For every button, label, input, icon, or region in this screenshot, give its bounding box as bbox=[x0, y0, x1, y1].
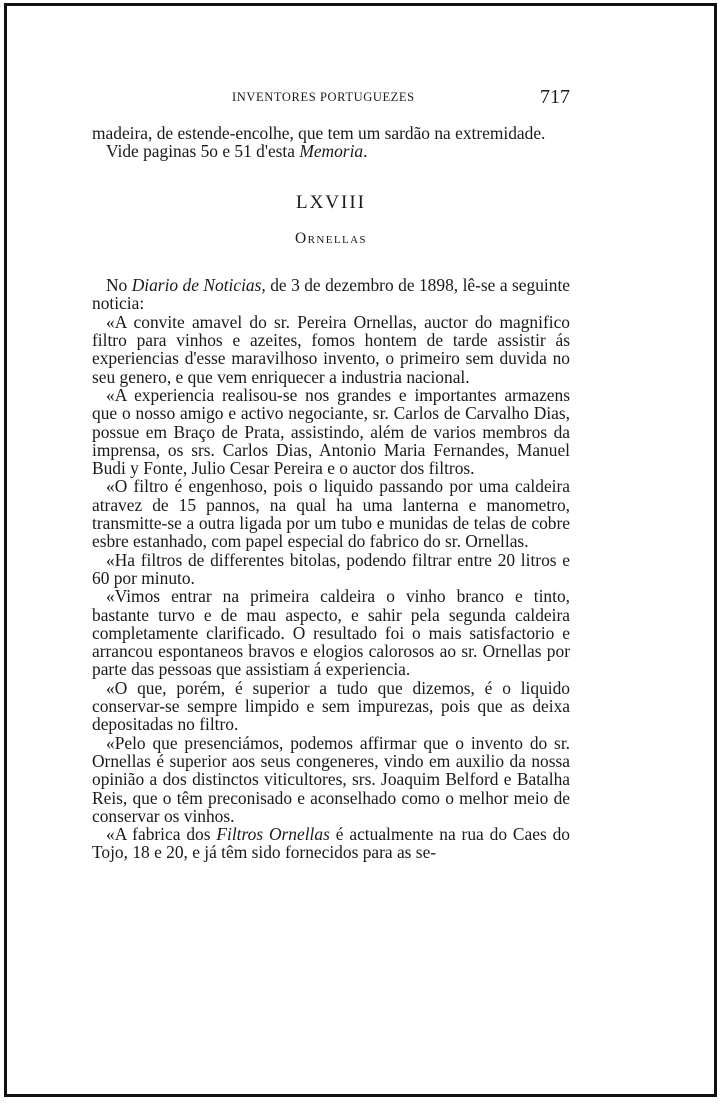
product-name: Filtros Ornellas bbox=[216, 824, 330, 845]
page-number: 717 bbox=[540, 86, 570, 108]
paragraph-reference-title: Memoria bbox=[299, 141, 364, 162]
running-head bbox=[92, 86, 570, 112]
paragraph-opening bbox=[92, 276, 570, 313]
body-text bbox=[92, 124, 570, 862]
paragraph-quote-7: «Pelo que presenciámos, podemos affirmar que o invento do sr. Ornellas é superior aos seus congeneres, vindo em auxilio da nossa opinião a dos distinctos viticultores, srs. Joaquim Belford e Batalha Reis, que o têm preconisado e aconselhado como o melhor meio de conservar os vinhos. bbox=[92, 732, 570, 826]
paragraph-continuation: madeira, de estende-encolhe, que tem um sardão na extremidade. bbox=[92, 123, 546, 143]
paragraph-quote-2: «A experiencia realisou-se nos grandes e importantes armazens que o nosso amigo e activo negociante, sr. Carlos de Carvalho Dias, possue em Braço de Prata, assistindo, além de varios membros da imprensa, os srs. Carlos Dias, Antonio Maria Fernandes, Manuel Budi y Fonte, Julio Cesar Pereira e o auctor dos filtros. bbox=[92, 384, 570, 479]
paragraph-quote-8-rest: é actualmente na rua do Caes do Tojo, 18 e 20, e já têm sido fornecidos para as se- bbox=[92, 824, 571, 863]
running-head-title: INVENTORES PORTUGUEZES bbox=[232, 90, 415, 104]
paragraph-reference bbox=[92, 142, 570, 160]
paragraph-reference-end: . bbox=[363, 141, 368, 162]
paragraph-quote-1: «A convite amavel do sr. Pereira Ornellas, auctor do magnifico filtro para vinhos e azeites, fomos hontem de tarde assistir ás experiencias d'esse maravilhoso invento, o primeiro sem duvida no seu genero, e que vem enriquecer a industria nacional. bbox=[92, 311, 570, 387]
paragraph-quote-6: «O que, porém, é superior a tudo que dizemos, é o liquido conservar-se sempre limpido e sem impurezas, pois que as deixa depositadas no filtro. bbox=[92, 677, 570, 735]
paragraph-quote-8 bbox=[92, 825, 570, 862]
paragraph-quote-5: «Vimos entrar na primeira caldeira o vinho branco e tinto, bastante turvo e de mau aspecto, e sahir pela segunda caldeira completamente clarificado. O resultado foi o mais satisfactorio e arrancou espontaneos bravos e elogios calorosos ao sr. Ornellas por parte das pessoas que assistiam á experiencia. bbox=[92, 586, 570, 680]
newspaper-title: Diario de Noticias, bbox=[131, 275, 266, 296]
paragraph-opening-start: No bbox=[106, 275, 132, 296]
chapter-title: Ornellas bbox=[295, 229, 367, 247]
paragraph-opening-rest: de 3 de dezembro de 1898, lê-se a seguinte noticia: bbox=[92, 275, 570, 314]
paragraph-quote-4: «Ha filtros de differentes bitolas, podendo filtrar entre 20 litros e 60 por minuto. bbox=[92, 549, 570, 588]
chapter-number: LXVIII bbox=[295, 191, 367, 213]
paragraph-quote-3: «O filtro é engenhoso, pois o liquido passando por uma caldeira atravez de 15 pannos, na qual ha uma lanterna e manometro, transmitte-se a outra ligada por um tubo e munidas de telas de cobre esbre estanhado, com papel especial do fabrico do sr. Ornellas. bbox=[92, 476, 570, 552]
paragraph-reference-text: Vide paginas 5o e 51 d'esta bbox=[106, 141, 300, 162]
paragraph-quote-8-start: «A fabrica dos bbox=[106, 824, 217, 845]
